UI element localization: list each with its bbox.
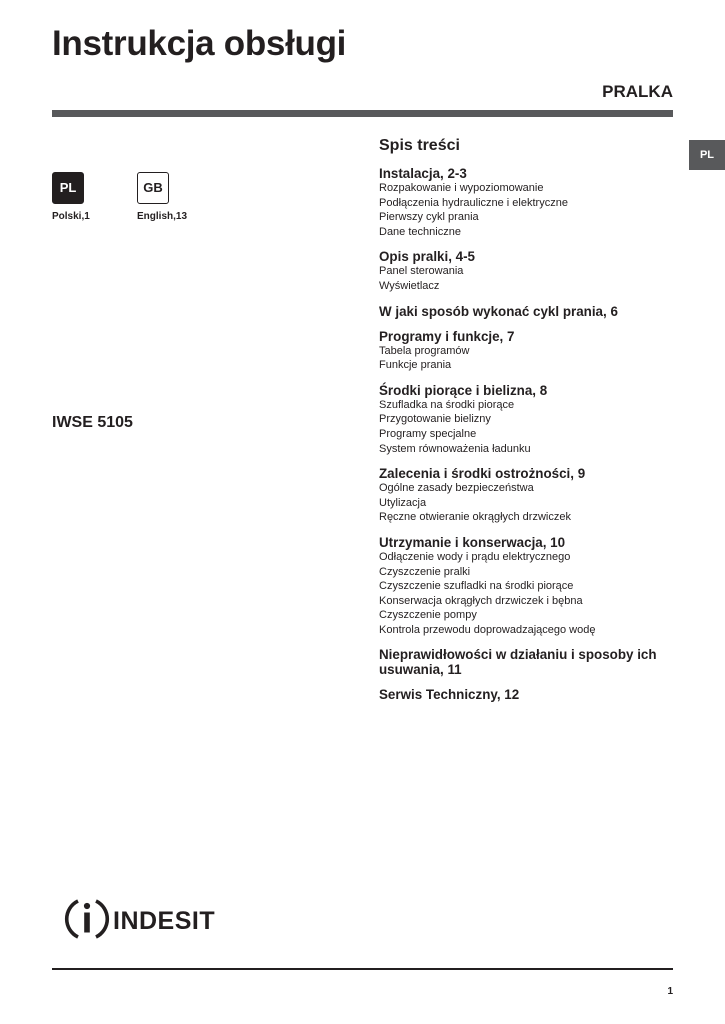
page-number: 1 [667,986,673,997]
toc-section [379,647,679,677]
table-of-contents [379,136,679,712]
toc-section-item: Czyszczenie pompy [379,609,477,622]
indesit-logo-icon [64,896,244,942]
toc-section-item: Szufladka na środki piorące [379,398,515,411]
page-title: Instrukcja obsługi [52,24,347,63]
language-gb-box: GB [137,172,169,204]
toc-section-item: Czyszczenie pralki [379,565,471,578]
toc-section-title: Nieprawidłowości w działaniu i sposoby ich usuwania, 11 [379,647,657,678]
toc-section [379,329,679,373]
language-gb-label: English,13 [137,211,188,222]
toc-sections [379,166,679,702]
product-type: PRALKA [602,82,673,101]
toc-section-item: System równoważenia ładunku [379,442,531,455]
toc-section-item: Dane techniczne [379,225,461,238]
language-pl-label: Polski,1 [52,211,90,222]
toc-heading: Spis treści [379,137,460,154]
toc-section [379,466,679,525]
toc-section-title: Instalacja, 2-3 [379,166,467,181]
language-pl-box: PL [52,172,84,204]
toc-section-title: Środki piorące i bielizna, 8 [379,382,548,398]
toc-section-title: Zalecenia i środki ostrożności, 9 [379,466,586,482]
toc-section-item: Panel sterowania [379,265,464,278]
toc-section-item: Odłączenie wody i prądu elektrycznego [379,550,571,563]
toc-section-item: Rozpakowanie i wypoziomowanie [379,182,544,194]
model-name: IWSE 5105 [52,414,133,431]
toc-section-item: Podłączenia hydrauliczne i elektryczne [379,196,568,209]
toc-section [379,304,679,319]
footer-divider-line [52,968,673,970]
toc-section-item: Wyświetlacz [379,279,440,292]
toc-section [379,383,679,456]
toc-section-item: Konserwacja okrągłych drzwiczek i bębna [379,594,583,607]
toc-section-title: Opis pralki, 4-5 [379,249,476,265]
svg-text:INDESIT: INDESIT [113,907,216,935]
toc-section-title: Utrzymanie i konserwacja, 10 [379,534,566,550]
toc-section [379,687,679,702]
toc-section-item: Utylizacja [379,496,427,509]
toc-section [379,166,679,239]
indesit-logo [64,896,244,942]
toc-section-item: Czyszczenie szufladki na środki piorące [379,580,574,593]
toc-section-item: Tabela programów [379,344,470,357]
toc-section [379,535,679,638]
toc-section-item: Przygotowanie bielizny [379,413,491,426]
toc-section-item: Programy specjalne [379,427,477,440]
header-divider-bar [52,110,673,117]
toc-section [379,249,679,293]
toc-section-item: Kontrola przewodu doprowadzającego wodę [379,623,596,636]
toc-section-title: Serwis Techniczny, 12 [379,687,520,703]
toc-section-item: Ręczne otwieranie okrągłych drzwiczek [379,511,571,524]
toc-section-item: Funkcje prania [379,359,452,372]
toc-section-item: Pierwszy cykl prania [379,211,479,224]
toc-section-title: W jaki sposób wykonać cykl prania, 6 [379,303,618,319]
toc-section-item: Ogólne zasady bezpieczeństwa [379,482,534,495]
toc-section-title: Programy i funkcje, 7 [379,328,515,344]
language-side-tab: PL [689,140,725,170]
